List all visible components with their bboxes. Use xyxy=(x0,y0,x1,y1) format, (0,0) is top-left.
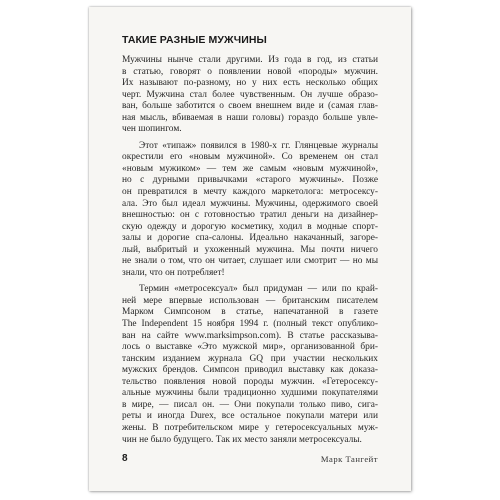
text-line: лый, выбритый и ухоженный мужчина. Мы почти ничего xyxy=(122,244,378,255)
text-line: чен шопингом. xyxy=(122,124,182,135)
text-line: The Independent 15 ноября 1994 г. (полный текст опублико- xyxy=(122,319,378,330)
body-text xyxy=(122,55,378,446)
text-line: чин не было будущего. Так их место заняли метросексуалы. xyxy=(122,434,362,445)
text-line: ван, больше заботится о своем внешнем виде и (самая глав- xyxy=(122,101,378,112)
text-line: Термин «метросексуал» был придуман — или по край- xyxy=(139,284,378,295)
text-line: но с дурными привычками «старого мужчины». Позже xyxy=(122,175,378,186)
text-line: мужских брендов. Симпсон приводил выставку как доказа- xyxy=(122,365,378,376)
text-line: ван на сайте www.marksimpson.com). В статье рассказыва- xyxy=(122,330,378,341)
text-line: жены. В потребительском мире у гетеросексуальных муж- xyxy=(122,422,378,433)
paragraph xyxy=(122,55,378,136)
text-line: в статью, говорят о появлении новой «породы» мужчин. xyxy=(122,66,378,77)
paragraph xyxy=(122,141,378,280)
chapter-heading: ТАКИЕ РАЗНЫЕ МУЖЧИНЫ xyxy=(122,34,267,46)
text-line: он превратился в мечту каждого маркетолога: метросексу- xyxy=(122,187,378,198)
text-line: Марком Симпсоном в статье, напечатанной в газете xyxy=(122,307,378,318)
text-line: «новым мужиком» — тем же самым «новым мужчиной», xyxy=(122,163,378,174)
text-line: Мужчины нынче стали другими. Из года в год, из статьи xyxy=(122,55,378,65)
paragraph xyxy=(122,284,378,446)
text-line: ней мере впервые использован — британским писателем xyxy=(122,295,378,306)
text-line: тельство появления новой породы мужчин. «Гетеросексу- xyxy=(122,376,378,387)
running-footer-author: Марк Тангейт xyxy=(320,454,378,464)
text-line: залы и дорогие спа-салоны. Идеально накачанный, загоре- xyxy=(122,233,378,244)
text-line: Их называют по-разному, но у них есть несколько общих xyxy=(122,78,378,89)
text-line: внешностью: он с готовностью тратил деньги на дизайнер- xyxy=(122,210,378,221)
text-line: знали, что он потребляет! xyxy=(122,267,225,278)
page-number: 8 xyxy=(122,453,128,464)
book-page xyxy=(89,7,411,491)
text-line: ная мысль, вбиваемая в наши головы) гораздо больше увле- xyxy=(122,112,378,123)
text-line: окрестили его «новым мужчиной». Со временем он стал xyxy=(122,152,378,163)
text-line: танским изданием журнала GQ при участии нескольких xyxy=(122,353,378,364)
text-line: реты и иногда Durex, все остальное покупали матери или xyxy=(122,411,378,422)
text-line: черт. Мужчина стал более чувственным. Он лучше образо- xyxy=(122,89,378,100)
text-line: альные мужчины были традиционно худшими покупателями xyxy=(122,388,378,399)
text-line: Этот «типаж» появился в 1980-х гг. Глянцевые журналы xyxy=(139,140,378,151)
text-line: лось о выставке «Это мужской мир», организованной бри- xyxy=(122,342,378,353)
text-line: ала. Это был идеал мужчины. Мужчины, одержимого своей xyxy=(122,198,378,209)
text-line: скую одежду и дорогую косметику, ходил в модные спорт- xyxy=(122,221,378,232)
text-line: в мире, — писал он. — Они покупали только пиво, сига- xyxy=(122,399,378,410)
text-line: не знали о том, что он читает, слушает или смотрит — но мы xyxy=(122,256,378,267)
